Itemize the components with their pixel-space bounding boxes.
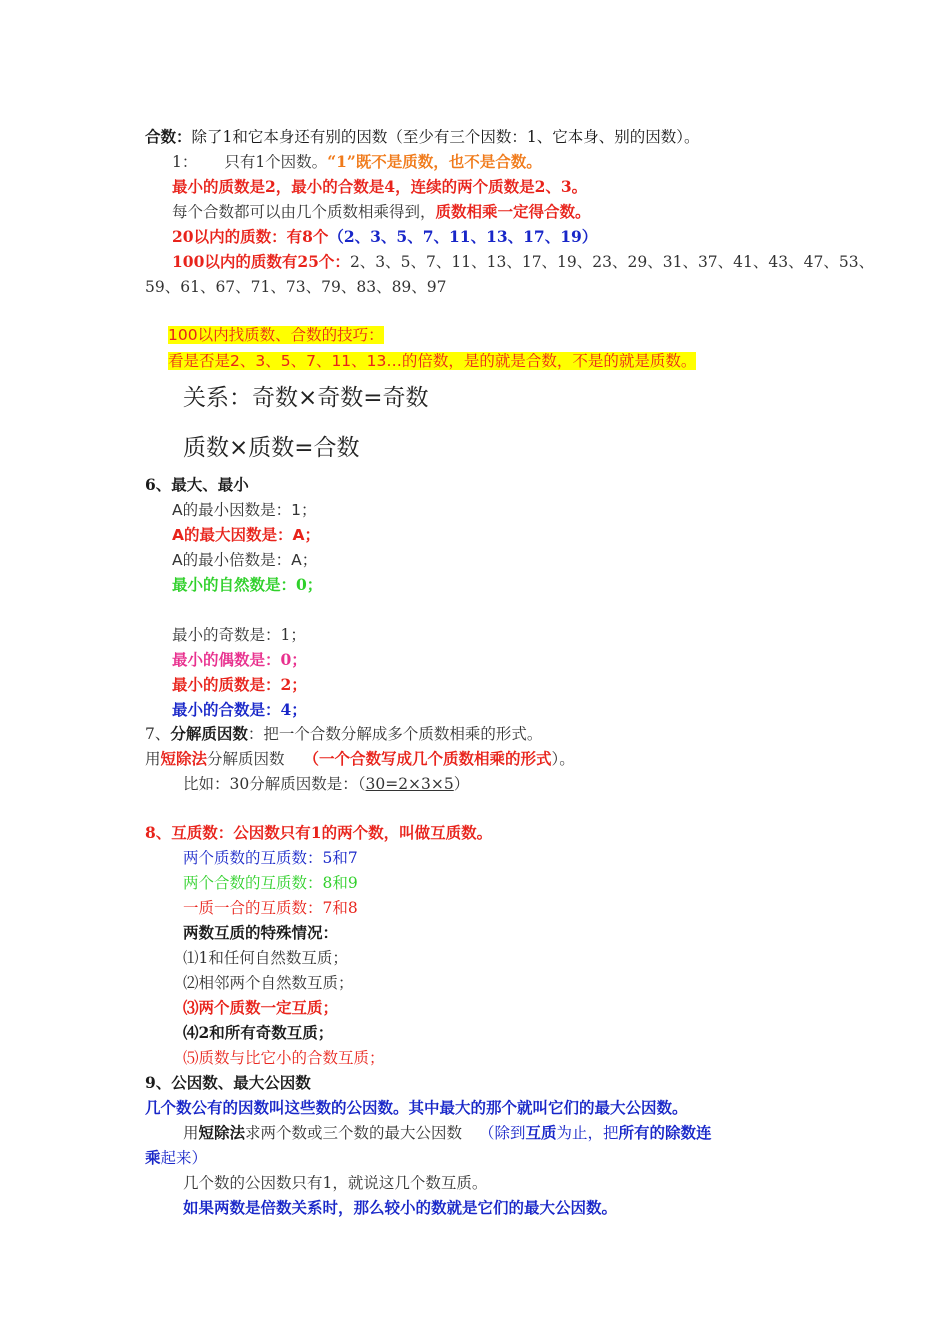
min-composite: 最小的合数是：4； [172, 700, 307, 719]
gcd-method [183, 1122, 712, 1144]
special-2: ⑵相邻两个自然数互质； [183, 974, 354, 992]
coprime-composites: 两个合数的互质数：8和9 [183, 874, 358, 892]
tips-title [168, 324, 384, 346]
section9-title: 9、公因数、最大公因数 [145, 1073, 311, 1092]
primes-under-20 [172, 226, 597, 248]
gcd-method-g: 所有的除数连 [618, 1123, 712, 1142]
gcd-method-f: 为止，把 [556, 1124, 619, 1142]
primes20-list: （2、3、5、7、11、13、17、19） [328, 227, 598, 246]
method-bold: 短除法 [160, 749, 208, 768]
smallest-prime-composite: 最小的质数是2，最小的合数是4，连续的两个质数是2、3。 [172, 177, 588, 196]
tips-text [168, 350, 696, 372]
coprime-mixed: 一质一合的互质数：7和8 [183, 899, 358, 917]
min-prime: 最小的质数是：2； [172, 675, 307, 694]
special-title: 两数互质的特殊情况： [183, 923, 339, 942]
min-factor: A的最小因数是：1； [172, 501, 317, 519]
gcd-method-b: 短除法 [198, 1123, 246, 1142]
section7-bold: 分解质因数 [170, 724, 248, 743]
max-factor: A的最大因数是：A； [172, 526, 320, 544]
gcd-coprime-note: 几个数的公因数只有1，就说这几个数互质。 [183, 1174, 488, 1192]
method-prefix: 用 [145, 750, 161, 768]
section6-title: 6、最大、最小 [145, 475, 249, 494]
example-formula: 30=2×3×5 [365, 775, 454, 793]
section7-num: 7、 [145, 725, 171, 743]
one-line [172, 151, 542, 173]
method-mid: 分解质因数 [207, 750, 285, 768]
gcd-method-h: 乘 [145, 1148, 161, 1167]
relation-prime: 质数×质数=合数 [183, 435, 360, 461]
min-odd: 最小的奇数是：1； [172, 626, 306, 644]
gcd-method-cont [145, 1147, 207, 1169]
min-even: 最小的偶数是：0； [172, 650, 307, 669]
composite-definition [145, 126, 700, 148]
section7-method [145, 748, 575, 770]
one-note: “1”既不是质数，也不是合数。 [327, 152, 542, 171]
special-5: ⑸质数与比它小的合数互质； [183, 1049, 385, 1067]
product-note: 质数相乘一定得合数。 [435, 202, 591, 221]
gcd-method-c: 求两个数或三个数的最大公因数 [245, 1124, 463, 1142]
section7-rest: ：把一个合数分解成多个质数相乘的形式。 [247, 725, 543, 743]
method-note: （一个合数写成几个质数相乘的形式 [303, 749, 552, 768]
composite-label: 合数： [145, 127, 192, 146]
gcd-multiple-note: 如果两数是倍数关系时，那么较小的数就是它们的最大公因数。 [183, 1198, 618, 1217]
special-3: ⑶两个质数一定互质； [183, 998, 339, 1017]
product-text: 每个合数都可以由几个质数相乘得到， [172, 203, 436, 221]
primes100-label: 100以内的质数有25个： [172, 252, 350, 271]
tips-title-text: 100以内找质数、合数的技巧： [168, 326, 384, 344]
tips-text-body: 看是否是2、3、5、7、11、13…的倍数，是的就是合数，不是的就是质数。 [168, 352, 697, 370]
section8-title: 8、互质数：公因数只有1的两个数，叫做互质数。 [145, 823, 493, 842]
primes-under-100 [172, 251, 874, 273]
primes20-label: 20以内的质数：有8个 [172, 227, 329, 246]
gcd-method-a: 用 [183, 1124, 199, 1142]
section7-title [145, 723, 542, 745]
primes100-list-b: 59、61、67、71、73、79、83、89、97 [145, 278, 447, 296]
gcd-definition: 几个数公有的因数叫这些数的公因数。其中最大的那个就叫它们的最大公因数。 [145, 1098, 688, 1117]
special-4: ⑷2和所有奇数互质； [183, 1023, 334, 1042]
min-multiple: A的最小倍数是：A； [172, 551, 318, 569]
one-text: 只有1个因数。 [224, 153, 328, 171]
gcd-method-i: 起来） [160, 1149, 208, 1167]
relation-odd: 关系：奇数×奇数=奇数 [183, 385, 429, 411]
one-label: 1： [172, 153, 198, 171]
product-line [172, 201, 591, 223]
composite-def-text: 除了1和它本身还有别的因数（至少有三个因数：1、它本身、别的因数）。 [191, 128, 700, 146]
gcd-method-d: （除到 [478, 1124, 526, 1142]
gcd-method-e: 互质 [525, 1123, 557, 1142]
min-natural: 最小的自然数是：0； [172, 575, 323, 594]
example-prefix: 比如：30分解质因数是：（ [183, 775, 366, 793]
section7-example [183, 773, 469, 795]
example-end: ） [453, 775, 470, 793]
primes100-list-a: 2、3、5、7、11、13、17、19、23、29、31、37、41、43、47、53、 [349, 253, 875, 271]
special-1: ⑴1和任何自然数互质； [183, 949, 348, 967]
coprime-primes: 两个质数的互质数：5和7 [183, 849, 358, 867]
method-end: ）。 [551, 750, 575, 768]
